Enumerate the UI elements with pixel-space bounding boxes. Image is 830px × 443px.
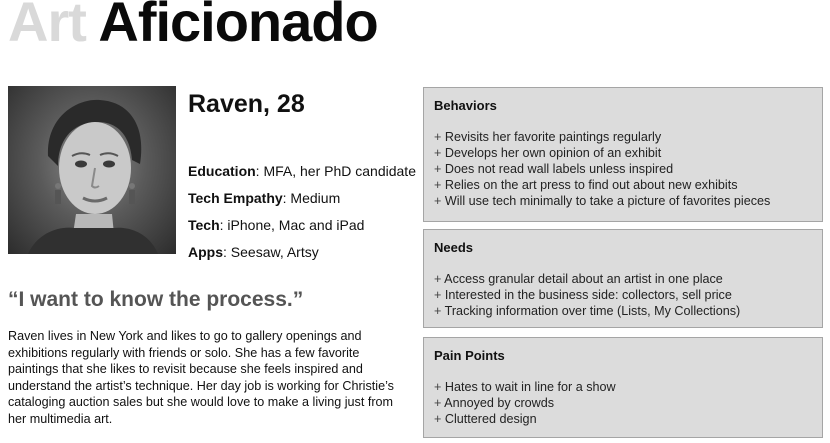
behaviors-list [434,129,770,209]
list-item: + Hates to wait in line for a show [434,379,616,395]
list-item: + Revisits her favorite paintings regularly [434,129,770,145]
list-item: + Relies on the art press to find out about new exhibits [434,177,770,193]
page-title [8,0,378,53]
portrait-illustration [8,86,176,254]
needs-heading: Needs [434,240,474,255]
fact-tech-empathy: Tech Empathy: Medium [188,190,341,206]
behaviors-heading: Behaviors [434,98,497,113]
pain-points-panel [423,337,823,438]
persona-name: Raven, 28 [188,90,305,118]
list-item: + Interested in the business side: collectors, sell price [434,287,740,303]
list-item: + Does not read wall labels unless inspired [434,161,770,177]
persona-facts [188,158,416,266]
persona-quote: “I want to know the process.” [8,288,304,311]
behaviors-panel [423,87,823,222]
list-item: + Annoyed by crowds [434,395,616,411]
fact-apps: Apps: Seesaw, Artsy [188,244,319,260]
title-dark-word: Aficionado [98,0,378,53]
fact-tech: Tech: iPhone, Mac and iPad [188,217,365,233]
title-light-word: Art [8,0,86,53]
needs-panel [423,229,823,328]
needs-list [434,271,740,319]
pain-points-heading: Pain Points [434,348,505,363]
persona-bio: Raven lives in New York and likes to go to gallery openings and exhibitions regularly with friends or solo. She has a few favorite paintings that she likes to revisit because she feels inspired and understand the artist’s technique. Her day job is working for Christie’s cataloging auction sales but she would love to make a living just from her multimedia art. [8,329,394,426]
list-item: + Develops her own opinion of an exhibit [434,145,770,161]
list-item: + Will use tech minimally to take a picture of favorites pieces [434,193,770,209]
persona-photo [8,86,176,254]
list-item: + Cluttered design [434,411,616,427]
list-item: + Tracking information over time (Lists, My Collections) [434,303,740,319]
pain-points-list [434,379,616,427]
fact-education: Education: MFA, her PhD candidate [188,163,416,179]
list-item: + Access granular detail about an artist in one place [434,271,740,287]
